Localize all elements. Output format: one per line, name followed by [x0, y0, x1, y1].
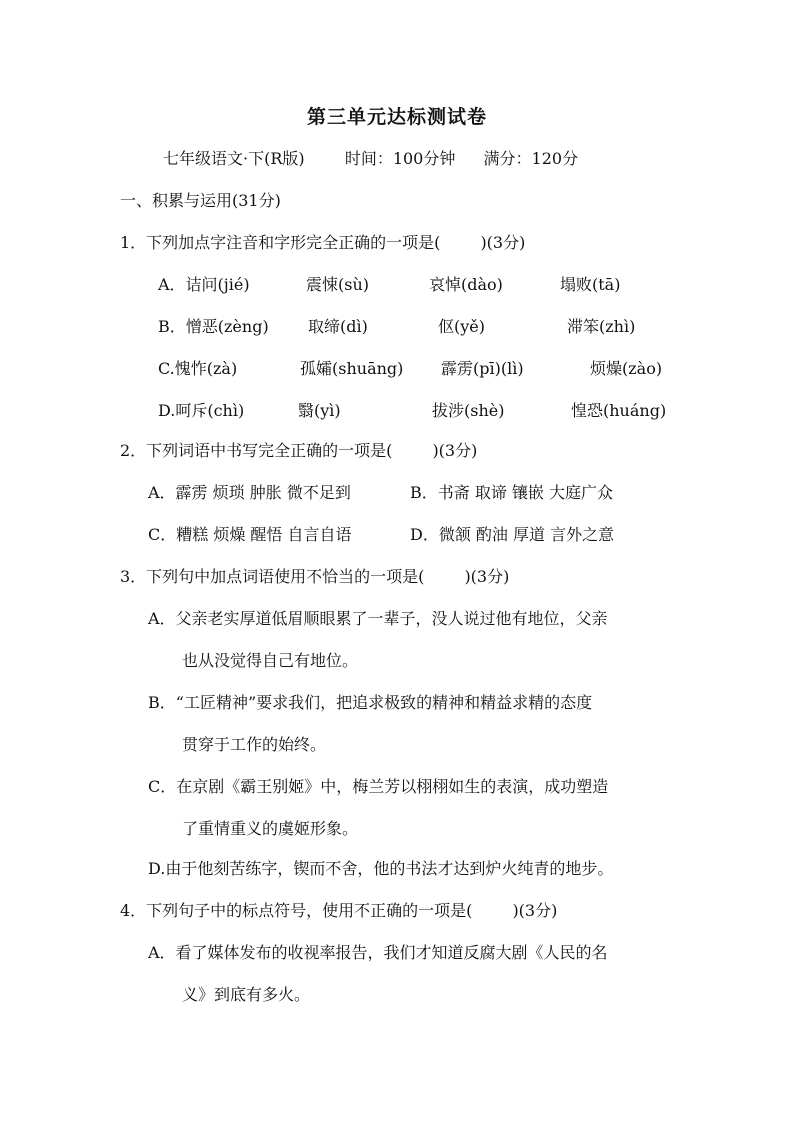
- q3-option-c-line-1: C．在京剧《霸王别姬》中，梅兰芳以栩栩如生的表演，成功塑造: [148, 777, 609, 796]
- q1-a-word-1: A．诘问(jié): [158, 275, 250, 294]
- question-4-points: )(3分): [512, 901, 558, 920]
- q3-option-b-line-2: 贯穿于工作的始终。: [182, 735, 327, 754]
- q3-option-a-line-1: A．父亲老实厚道低眉顺眼累了一辈子，没人说过他有地位，父亲: [148, 609, 608, 628]
- q4-option-a-line-1: A．看了媒体发布的收视率报告，我们才知道反腐大剧《人民的名: [148, 943, 608, 962]
- q1-a-word-3: 哀悼(dào): [429, 275, 503, 294]
- q1-b-word-3: 伛(yě): [438, 317, 485, 336]
- q1-c-word-2: 孤孀(shuāng): [300, 359, 404, 378]
- q1-c-word-1: C.愧怍(zà): [158, 359, 238, 378]
- q1-option-row-c: [0, 358, 794, 380]
- question-2-stem: [120, 440, 477, 462]
- time-label: 时间：100分钟: [344, 149, 456, 168]
- q1-option-row-a: [0, 274, 794, 296]
- question-3-stem: [120, 566, 509, 588]
- q3-option-d-line-1: D.由于他刻苦练字，锲而不舍，他的书法才达到炉火纯青的地步。: [148, 859, 614, 878]
- q1-a-word-2: 震悚(sù): [306, 275, 370, 294]
- score-label: 满分：120分: [483, 149, 579, 168]
- q1-option-row-b: [0, 316, 794, 338]
- question-1-points: )(3分): [480, 233, 526, 252]
- q2-option-b: B．书斋 取谛 镶嵌 大庭广众: [410, 483, 614, 502]
- question-2-points: )(3分): [432, 441, 478, 460]
- q2-option-a: A．霹雳 烦琐 肿胀 微不足到: [148, 483, 351, 502]
- section-heading: 一、积累与运用(31分): [120, 191, 281, 210]
- q4-option-a-line-2: 义》到底有多火。: [182, 985, 311, 1004]
- q1-d-word-1: D.呵斥(chì): [158, 401, 245, 420]
- question-2-stem-text: 2．下列词语中书写完全正确的一项是(: [120, 441, 393, 460]
- q2-option-row-1: [0, 482, 794, 504]
- grade-label: 七年级语文·下(R版): [163, 149, 305, 168]
- q1-c-word-3: 霹雳(pī)(lì): [441, 359, 524, 378]
- q1-b-word-4: 滞笨(zhì): [567, 317, 636, 336]
- q1-d-word-4: 惶恐(huáng): [571, 401, 667, 420]
- q3-option-c-line-2: 了重情重义的虞姬形象。: [182, 819, 359, 838]
- question-3-points: )(3分): [464, 567, 510, 586]
- q1-b-word-1: B．憎恶(zèng): [158, 317, 269, 336]
- question-1-stem: [120, 232, 525, 254]
- q1-d-word-3: 拔涉(shè): [432, 401, 505, 420]
- q1-a-word-4: 塌败(tā): [560, 275, 621, 294]
- q2-option-c: C．糟糕 烦燥 醒悟 自言自语: [148, 525, 352, 544]
- q3-option-b-line-1: B．“工匠精神”要求我们，把追求极致的精神和精益求精的态度: [148, 693, 593, 712]
- q2-option-d: D．微颔 酌油 厚道 言外之意: [410, 525, 615, 544]
- question-1-stem-text: 1．下列加点字注音和字形完全正确的一项是(: [120, 233, 441, 252]
- q1-b-word-2: 取缔(dì): [308, 317, 368, 336]
- q1-c-word-4: 烦燥(zào): [590, 359, 663, 378]
- q2-option-row-2: [0, 524, 794, 546]
- q3-option-a-line-2: 也从没觉得自己有地位。: [182, 651, 359, 670]
- q1-d-word-2: 翳(yì): [298, 401, 341, 420]
- question-3-stem-text: 3．下列句中加点词语使用不恰当的一项是(: [120, 567, 425, 586]
- question-4-stem-text: 4．下列句子中的标点符号，使用不正确的一项是(: [120, 901, 473, 920]
- page-title: 第三单元达标测试卷: [306, 106, 487, 128]
- q1-option-row-d: [0, 400, 794, 422]
- question-4-stem: [120, 900, 557, 922]
- exam-meta: [163, 148, 578, 170]
